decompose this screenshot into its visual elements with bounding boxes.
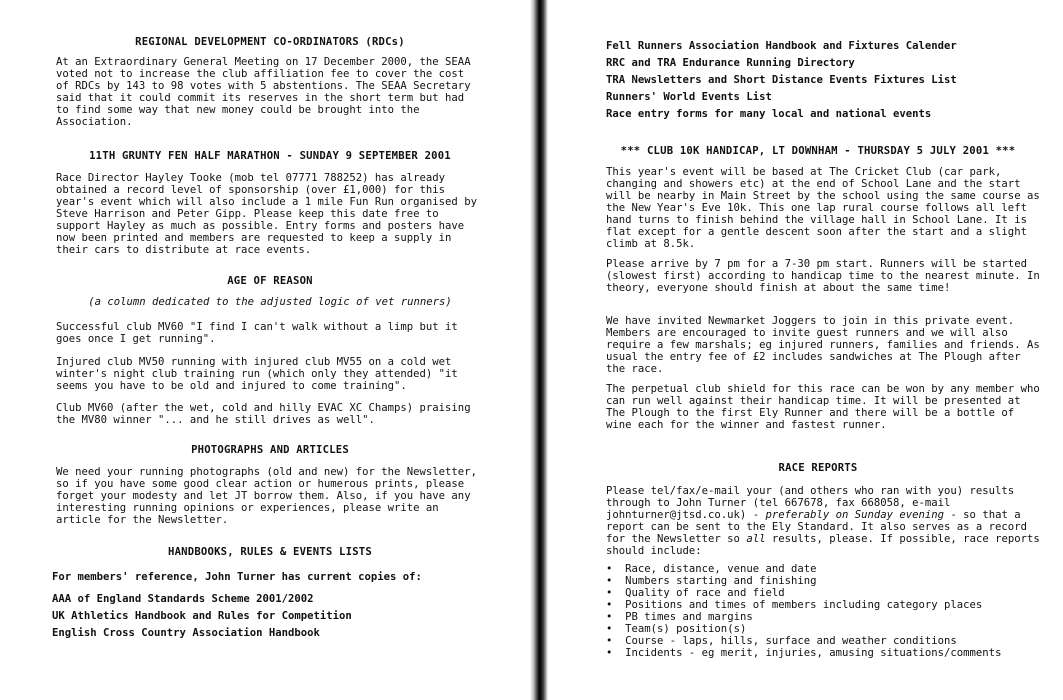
age-quote-2: Injured club MV50 running with injured club MV55 on a cold wet winter's night club training run (which only they attended) "it seems you have to be old and injured to come training". (56, 356, 458, 392)
handbook-item: TRA Newsletters and Short Distance Events Fixtures List (606, 74, 957, 86)
photos-body: We need your running photographs (old and new) for the Newsletter, so if you have some good clear action or humerous prints, please forget your modesty and let JT borrow them. Also, if you have any interesting running opinions or experiences, please write an article for the Newsletter. (56, 466, 477, 526)
reports-intro-b: - so that a report can be sent to the Ely Standard. It also serves as a record for the Newsletter so (606, 509, 1027, 545)
grunty-heading: 11TH GRUNTY FEN HALF MARATHON - SUNDAY 9 SEPTEMBER 2001 (89, 150, 451, 162)
handicap-para-1: This year's event will be based at The Cricket Club (car park, changing and showers etc) at the end of School Lane and the start will be nearby in Main Street by the school using the same course as the New Year's Eve 10k. This one lap rural course follows all left hand turns to finish behind the village hall in School Lane. It is flat except for a gentle descent soon after the start and a slight climb at 8.5k. (606, 166, 1040, 250)
race-report-checklist (606, 563, 1001, 659)
handbook-item: Runners' World Events List (606, 91, 772, 103)
reports-heading: RACE REPORTS (778, 462, 858, 474)
handbook-item: UK Athletics Handbook and Rules for Competition (52, 610, 352, 622)
handicap-para-4: The perpetual club shield for this race can be won by any member who can run well against their handicap time. It will be presented at The Plough to the first Ely Runner and there will be a bottle of wine each for the winner and fastest runner. (606, 383, 1040, 431)
handbooks-heading: HANDBOOKS, RULES & EVENTS LISTS (168, 546, 372, 558)
age-quote-3: Club MV60 (after the wet, cold and hilly EVAC XC Champs) praising the MV80 winner "... and he still drives as well". (56, 402, 471, 426)
list-item: • Incidents - eg merit, injuries, amusing situations/comments (606, 647, 1001, 659)
handbook-item: RRC and TRA Endurance Running Directory (606, 57, 855, 69)
reports-intro-c: results, please. If possible, race reports should include: (606, 533, 1040, 557)
handicap-heading: *** CLUB 10K HANDICAP, LT DOWNHAM - THURSDAY 5 JULY 2001 *** (620, 145, 1016, 157)
age-quote-1: Successful club MV60 "I find I can't walk without a limp but it goes once I get running". (56, 321, 458, 345)
list-item: • Team(s) position(s) (606, 623, 1001, 635)
reports-intro-italic: preferably on Sunday evening (765, 509, 945, 521)
grunty-body: Race Director Hayley Tooke (mob tel 07771 788252) has already obtained a record level of sponsorship (over £1,000) for this year's event which will also include a 1 mile Fun Run organised by Steve Harrison and Peter Gipp. Please keep this date free to support Hayley as much as possible. Entry forms and posters have now been printed and members are requested to keep a supply in their cars to distribute at race events. (56, 172, 477, 256)
reports-intro-italic-2: all (746, 533, 766, 545)
list-item: • Course - laps, hills, surface and weather conditions (606, 635, 1001, 647)
handbook-item: English Cross Country Association Handbook (52, 627, 320, 639)
rdc-body: At an Extraordinary General Meeting on 17 December 2000, the SEAA voted not to increase the club affiliation fee to cover the cost of RDCs by 143 to 98 votes with 5 abstentions. The SEAA Secretary said that it could commit its reserves in the short term but had to find some way that new money could be brought into the Association. (56, 56, 471, 128)
handbook-item: Fell Runners Association Handbook and Fixtures Calender (606, 40, 957, 52)
handbook-item: Race entry forms for many local and national events (606, 108, 932, 120)
list-item: • PB times and margins (606, 611, 1001, 623)
age-subtitle: (a column dedicated to the adjusted logic of vet runners) (88, 296, 452, 308)
rdc-heading: REGIONAL DEVELOPMENT CO-ORDINATORS (RDCs) (135, 36, 405, 48)
handicap-para-3: We have invited Newmarket Joggers to join in this private event. Members are encouraged to invite guest runners and we will also require a few marshals; eg injured runners, families and friends. As usual the entry fee of £2 includes sandwiches at The Plough after the race. (606, 315, 1040, 375)
right-page (548, 0, 1063, 700)
handicap-para-2: Please arrive by 7 pm for a 7-30 pm start. Runners will be started (slowest first) according to handicap time to the nearest minute. In theory, everyone should finish at about the same time! (606, 258, 1040, 294)
handbooks-intro: For members' reference, John Turner has current copies of: (52, 571, 422, 583)
page-gutter-shadow (530, 0, 548, 700)
reports-intro (606, 485, 1048, 557)
list-item: • Positions and times of members including category places (606, 599, 1001, 611)
list-item: • Quality of race and field (606, 587, 1001, 599)
age-heading: AGE OF REASON (227, 275, 313, 287)
reports-intro-a: Please tel/fax/e-mail your (and others who ran with you) results through to John Turner (tel 667678, fax 668058, e-mail johnturner@jtsd.co.uk) - (606, 485, 1015, 521)
list-item: • Race, distance, venue and date (606, 563, 1001, 575)
list-item: • Numbers starting and finishing (606, 575, 1001, 587)
left-page (0, 0, 530, 700)
handbook-item: AAA of England Standards Scheme 2001/2002 (52, 593, 314, 605)
photos-heading: PHOTOGRAPHS AND ARTICLES (191, 444, 349, 456)
